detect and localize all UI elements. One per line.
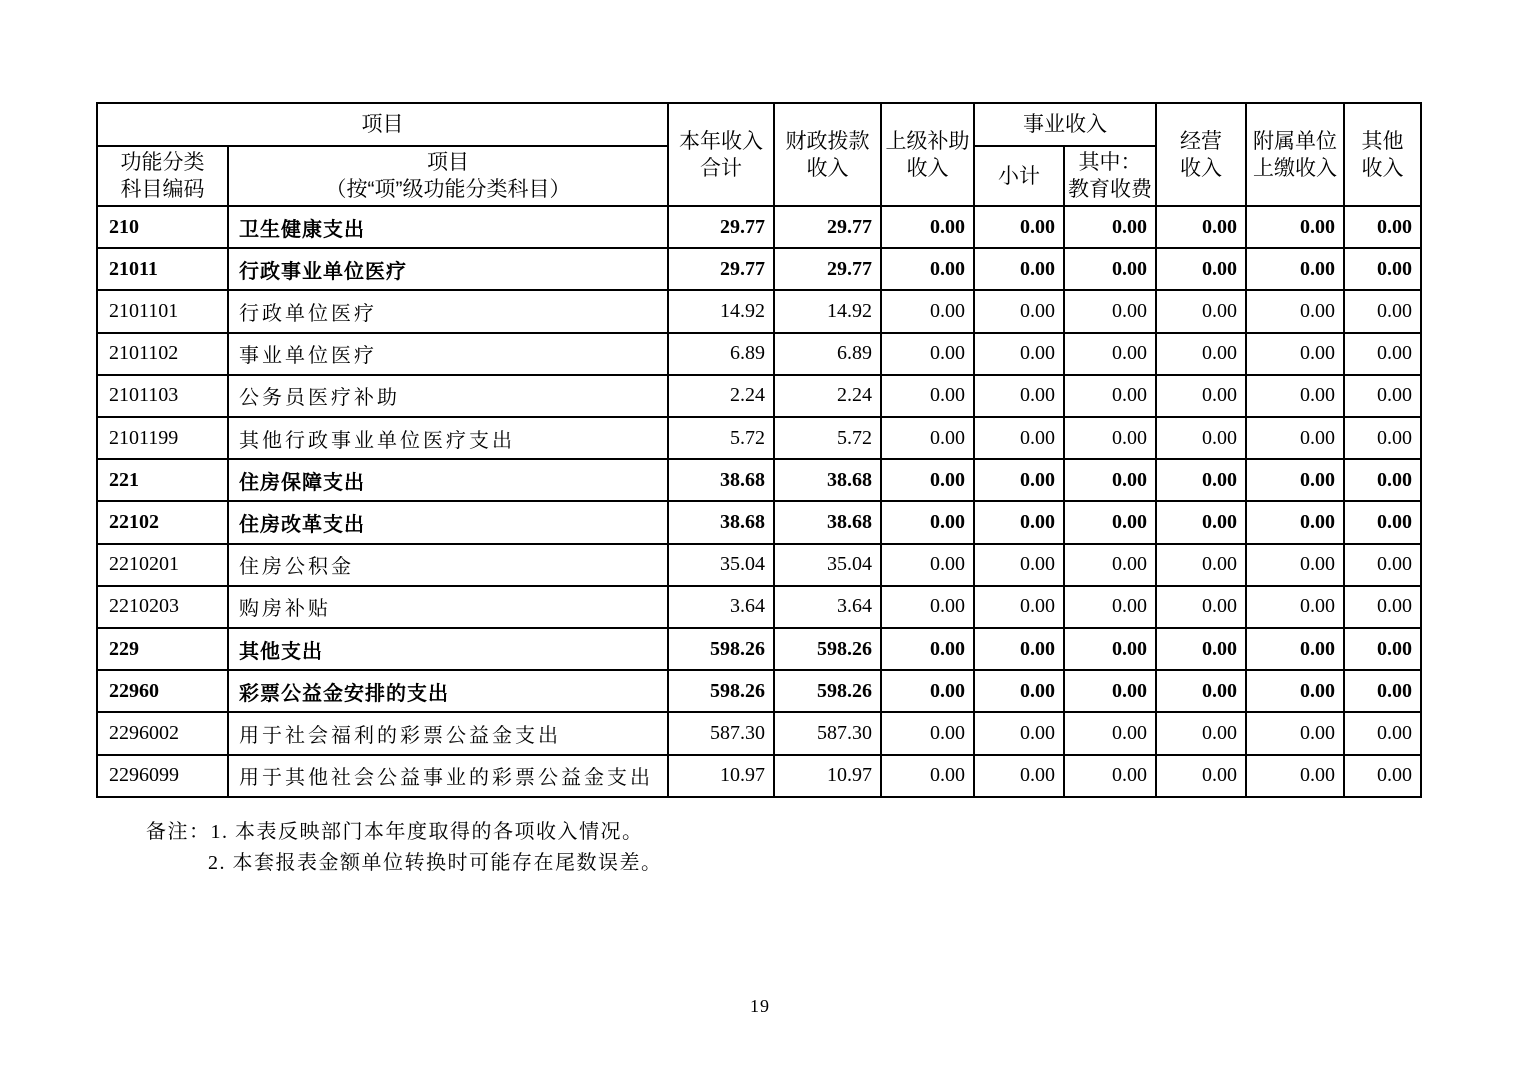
header-line-1: 项目 [427, 151, 469, 174]
row-value: 0.00 [1064, 375, 1156, 417]
row-value: 6.89 [774, 333, 881, 375]
row-value: 0.00 [1246, 755, 1344, 797]
row-value: 0.00 [1246, 459, 1344, 501]
row-function-code: 221 [97, 459, 228, 501]
row-value: 0.00 [1156, 755, 1246, 797]
row-value: 0.00 [974, 586, 1064, 628]
table-row [97, 544, 1421, 586]
row-value: 598.26 [668, 628, 774, 670]
row-value: 0.00 [1156, 459, 1246, 501]
row-function-code: 210 [97, 206, 228, 248]
table-row [97, 586, 1421, 628]
row-value: 0.00 [881, 712, 974, 754]
row-value: 0.00 [974, 712, 1064, 754]
row-value: 0.00 [881, 459, 974, 501]
header-line-2: 收入 [1361, 156, 1404, 180]
row-value: 29.77 [668, 206, 774, 248]
row-value: 35.04 [774, 544, 881, 586]
row-value: 0.00 [881, 248, 974, 290]
header-business-income [974, 103, 1156, 146]
row-value: 35.04 [668, 544, 774, 586]
table-row [97, 333, 1421, 375]
header-line-1: 其他 [1361, 129, 1404, 153]
row-value: 0.00 [974, 375, 1064, 417]
row-value: 598.26 [774, 670, 881, 712]
row-value: 3.64 [668, 586, 774, 628]
row-value: 0.00 [1246, 712, 1344, 754]
row-value: 0.00 [881, 755, 974, 797]
row-value: 0.00 [1344, 712, 1421, 754]
row-value: 0.00 [1064, 501, 1156, 543]
table-header [97, 103, 1421, 206]
row-value: 0.00 [974, 248, 1064, 290]
row-value: 0.00 [881, 586, 974, 628]
income-table [96, 102, 1422, 798]
header-line-2: 收入 [906, 156, 949, 180]
row-value: 0.00 [1246, 248, 1344, 290]
row-value: 2.24 [668, 375, 774, 417]
header-subtotal [974, 146, 1064, 206]
header-project-by-item [228, 146, 668, 206]
row-value: 38.68 [668, 459, 774, 501]
row-value: 0.00 [974, 333, 1064, 375]
row-value: 0.00 [881, 628, 974, 670]
row-value: 0.00 [1344, 333, 1421, 375]
row-value: 3.64 [774, 586, 881, 628]
row-value: 0.00 [1156, 712, 1246, 754]
row-value: 0.00 [974, 417, 1064, 459]
row-value: 0.00 [1064, 628, 1156, 670]
row-value: 0.00 [1156, 586, 1246, 628]
row-value: 0.00 [1064, 586, 1156, 628]
footnotes [146, 817, 663, 879]
row-value: 6.89 [668, 333, 774, 375]
row-value: 0.00 [1064, 417, 1156, 459]
row-value: 587.30 [668, 712, 774, 754]
row-value: 0.00 [1344, 670, 1421, 712]
row-value: 0.00 [1156, 417, 1246, 459]
row-function-code: 22102 [97, 501, 228, 543]
row-value: 0.00 [1344, 501, 1421, 543]
header-line-2: 教育收费 [1068, 178, 1152, 201]
row-project-name: 住房公积金 [228, 544, 668, 586]
row-value: 0.00 [881, 670, 974, 712]
row-value: 0.00 [974, 459, 1064, 501]
header-other-income [1344, 103, 1421, 206]
header-business-label: 事业收入 [1023, 113, 1107, 136]
row-function-code: 2101103 [97, 375, 228, 417]
row-value: 0.00 [1344, 417, 1421, 459]
row-value: 0.00 [1344, 628, 1421, 670]
row-project-name: 住房改革支出 [228, 501, 668, 543]
row-value: 0.00 [1064, 755, 1156, 797]
row-value: 0.00 [1156, 544, 1246, 586]
row-value: 0.00 [881, 501, 974, 543]
row-value: 5.72 [668, 417, 774, 459]
table-row [97, 206, 1421, 248]
row-value: 29.77 [774, 248, 881, 290]
row-function-code: 2296099 [97, 755, 228, 797]
row-value: 0.00 [974, 290, 1064, 332]
row-value: 0.00 [1246, 375, 1344, 417]
row-value: 0.00 [1344, 459, 1421, 501]
table-row [97, 712, 1421, 754]
row-value: 0.00 [1064, 544, 1156, 586]
row-value: 0.00 [1064, 290, 1156, 332]
row-value: 0.00 [1156, 628, 1246, 670]
row-function-code: 229 [97, 628, 228, 670]
row-value: 0.00 [1064, 459, 1156, 501]
header-line-2: 科目编码 [120, 178, 205, 201]
table-row [97, 501, 1421, 543]
row-value: 0.00 [1344, 755, 1421, 797]
row-value: 0.00 [881, 544, 974, 586]
header-row-1 [97, 103, 1421, 146]
row-project-name: 用于社会福利的彩票公益金支出 [228, 712, 668, 754]
header-operating-income [1156, 103, 1246, 206]
header-line-2: 收入 [1180, 156, 1222, 180]
row-value: 10.97 [774, 755, 881, 797]
row-value: 0.00 [1246, 333, 1344, 375]
header-line-1: 功能分类 [120, 151, 205, 174]
header-line-2: 收入 [806, 156, 849, 180]
row-value: 38.68 [774, 501, 881, 543]
table-row [97, 248, 1421, 290]
row-value: 598.26 [668, 670, 774, 712]
header-line-2: （按“项”级功能分类科目） [325, 178, 571, 201]
row-value: 0.00 [1246, 544, 1344, 586]
row-value: 0.00 [881, 290, 974, 332]
row-function-code: 2101101 [97, 290, 228, 332]
row-value: 14.92 [668, 290, 774, 332]
header-line-1: 附属单位 [1253, 129, 1337, 153]
table-row [97, 417, 1421, 459]
header-project [97, 103, 668, 146]
header-total-income [668, 103, 774, 206]
row-value: 0.00 [974, 628, 1064, 670]
row-value: 5.72 [774, 417, 881, 459]
header-line-1: 上级补助 [885, 129, 970, 153]
header-line-1: 财政拨款 [785, 129, 870, 153]
row-value: 0.00 [1156, 501, 1246, 543]
row-value: 0.00 [1246, 417, 1344, 459]
row-value: 0.00 [1246, 670, 1344, 712]
row-value: 0.00 [974, 206, 1064, 248]
row-value: 0.00 [1064, 248, 1156, 290]
row-project-name: 购房补贴 [228, 586, 668, 628]
row-value: 29.77 [668, 248, 774, 290]
footnote-line-2: 2. 本套报表金额单位转换时可能存在尾数误差。 [208, 852, 663, 874]
header-subtotal-label: 小计 [998, 164, 1040, 188]
row-value: 598.26 [774, 628, 881, 670]
header-line-2: 上缴收入 [1253, 156, 1337, 180]
header-fiscal-appropriation [774, 103, 881, 206]
row-value: 0.00 [1344, 586, 1421, 628]
row-value: 0.00 [1246, 206, 1344, 248]
row-value: 0.00 [1064, 670, 1156, 712]
row-project-name: 公务员医疗补助 [228, 375, 668, 417]
header-function-code [97, 146, 228, 206]
table-row [97, 375, 1421, 417]
row-value: 0.00 [974, 670, 1064, 712]
row-value: 0.00 [1064, 206, 1156, 248]
footnote-line-1: 备注：1. 本表反映部门本年度取得的各项收入情况。 [146, 821, 644, 843]
table-row [97, 290, 1421, 332]
row-value: 0.00 [1344, 290, 1421, 332]
row-value: 0.00 [1064, 333, 1156, 375]
table-row [97, 628, 1421, 670]
row-value: 0.00 [1344, 544, 1421, 586]
row-value: 0.00 [1344, 248, 1421, 290]
row-project-name: 卫生健康支出 [228, 206, 668, 248]
row-value: 0.00 [974, 755, 1064, 797]
header-project-label: 项目 [361, 113, 404, 136]
table-row [97, 755, 1421, 797]
table-row [97, 670, 1421, 712]
row-value: 0.00 [1246, 586, 1344, 628]
row-value: 0.00 [881, 333, 974, 375]
row-project-name: 彩票公益金安排的支出 [228, 670, 668, 712]
header-line-1: 经营 [1180, 129, 1222, 153]
row-value: 0.00 [1344, 206, 1421, 248]
row-value: 0.00 [1156, 670, 1246, 712]
table-row [97, 459, 1421, 501]
row-value: 0.00 [974, 501, 1064, 543]
row-value: 0.00 [881, 375, 974, 417]
row-value: 38.68 [668, 501, 774, 543]
row-value: 587.30 [774, 712, 881, 754]
row-value: 0.00 [1156, 248, 1246, 290]
row-project-name: 用于其他社会公益事业的彩票公益金支出 [228, 755, 668, 797]
row-value: 14.92 [774, 290, 881, 332]
row-value: 0.00 [881, 417, 974, 459]
row-value: 0.00 [1156, 206, 1246, 248]
row-value: 0.00 [1156, 375, 1246, 417]
row-function-code: 2296002 [97, 712, 228, 754]
row-value: 0.00 [1156, 290, 1246, 332]
row-value: 10.97 [668, 755, 774, 797]
row-value: 0.00 [1246, 501, 1344, 543]
row-function-code: 2210203 [97, 586, 228, 628]
row-value: 0.00 [974, 544, 1064, 586]
row-value: 38.68 [774, 459, 881, 501]
row-value: 29.77 [774, 206, 881, 248]
header-education-fee [1064, 146, 1156, 206]
row-project-name: 住房保障支出 [228, 459, 668, 501]
row-value: 2.24 [774, 375, 881, 417]
row-project-name: 行政事业单位医疗 [228, 248, 668, 290]
header-line-1: 本年收入 [679, 129, 763, 153]
row-function-code: 2101199 [97, 417, 228, 459]
row-project-name: 行政单位医疗 [228, 290, 668, 332]
table-body [97, 206, 1421, 797]
row-function-code: 2101102 [97, 333, 228, 375]
row-value: 0.00 [1064, 712, 1156, 754]
row-project-name: 其他行政事业单位医疗支出 [228, 417, 668, 459]
header-line-1: 其中： [1078, 151, 1142, 174]
row-function-code: 21011 [97, 248, 228, 290]
row-value: 0.00 [1344, 375, 1421, 417]
header-superior-subsidy [881, 103, 974, 206]
row-value: 0.00 [1246, 290, 1344, 332]
row-value: 0.00 [1246, 628, 1344, 670]
page-number: 19 [750, 996, 770, 1016]
header-affiliated-income [1246, 103, 1344, 206]
header-line-2: 合计 [700, 156, 742, 180]
row-project-name: 其他支出 [228, 628, 668, 670]
row-value: 0.00 [881, 206, 974, 248]
row-function-code: 22960 [97, 670, 228, 712]
row-function-code: 2210201 [97, 544, 228, 586]
row-value: 0.00 [1156, 333, 1246, 375]
row-project-name: 事业单位医疗 [228, 333, 668, 375]
